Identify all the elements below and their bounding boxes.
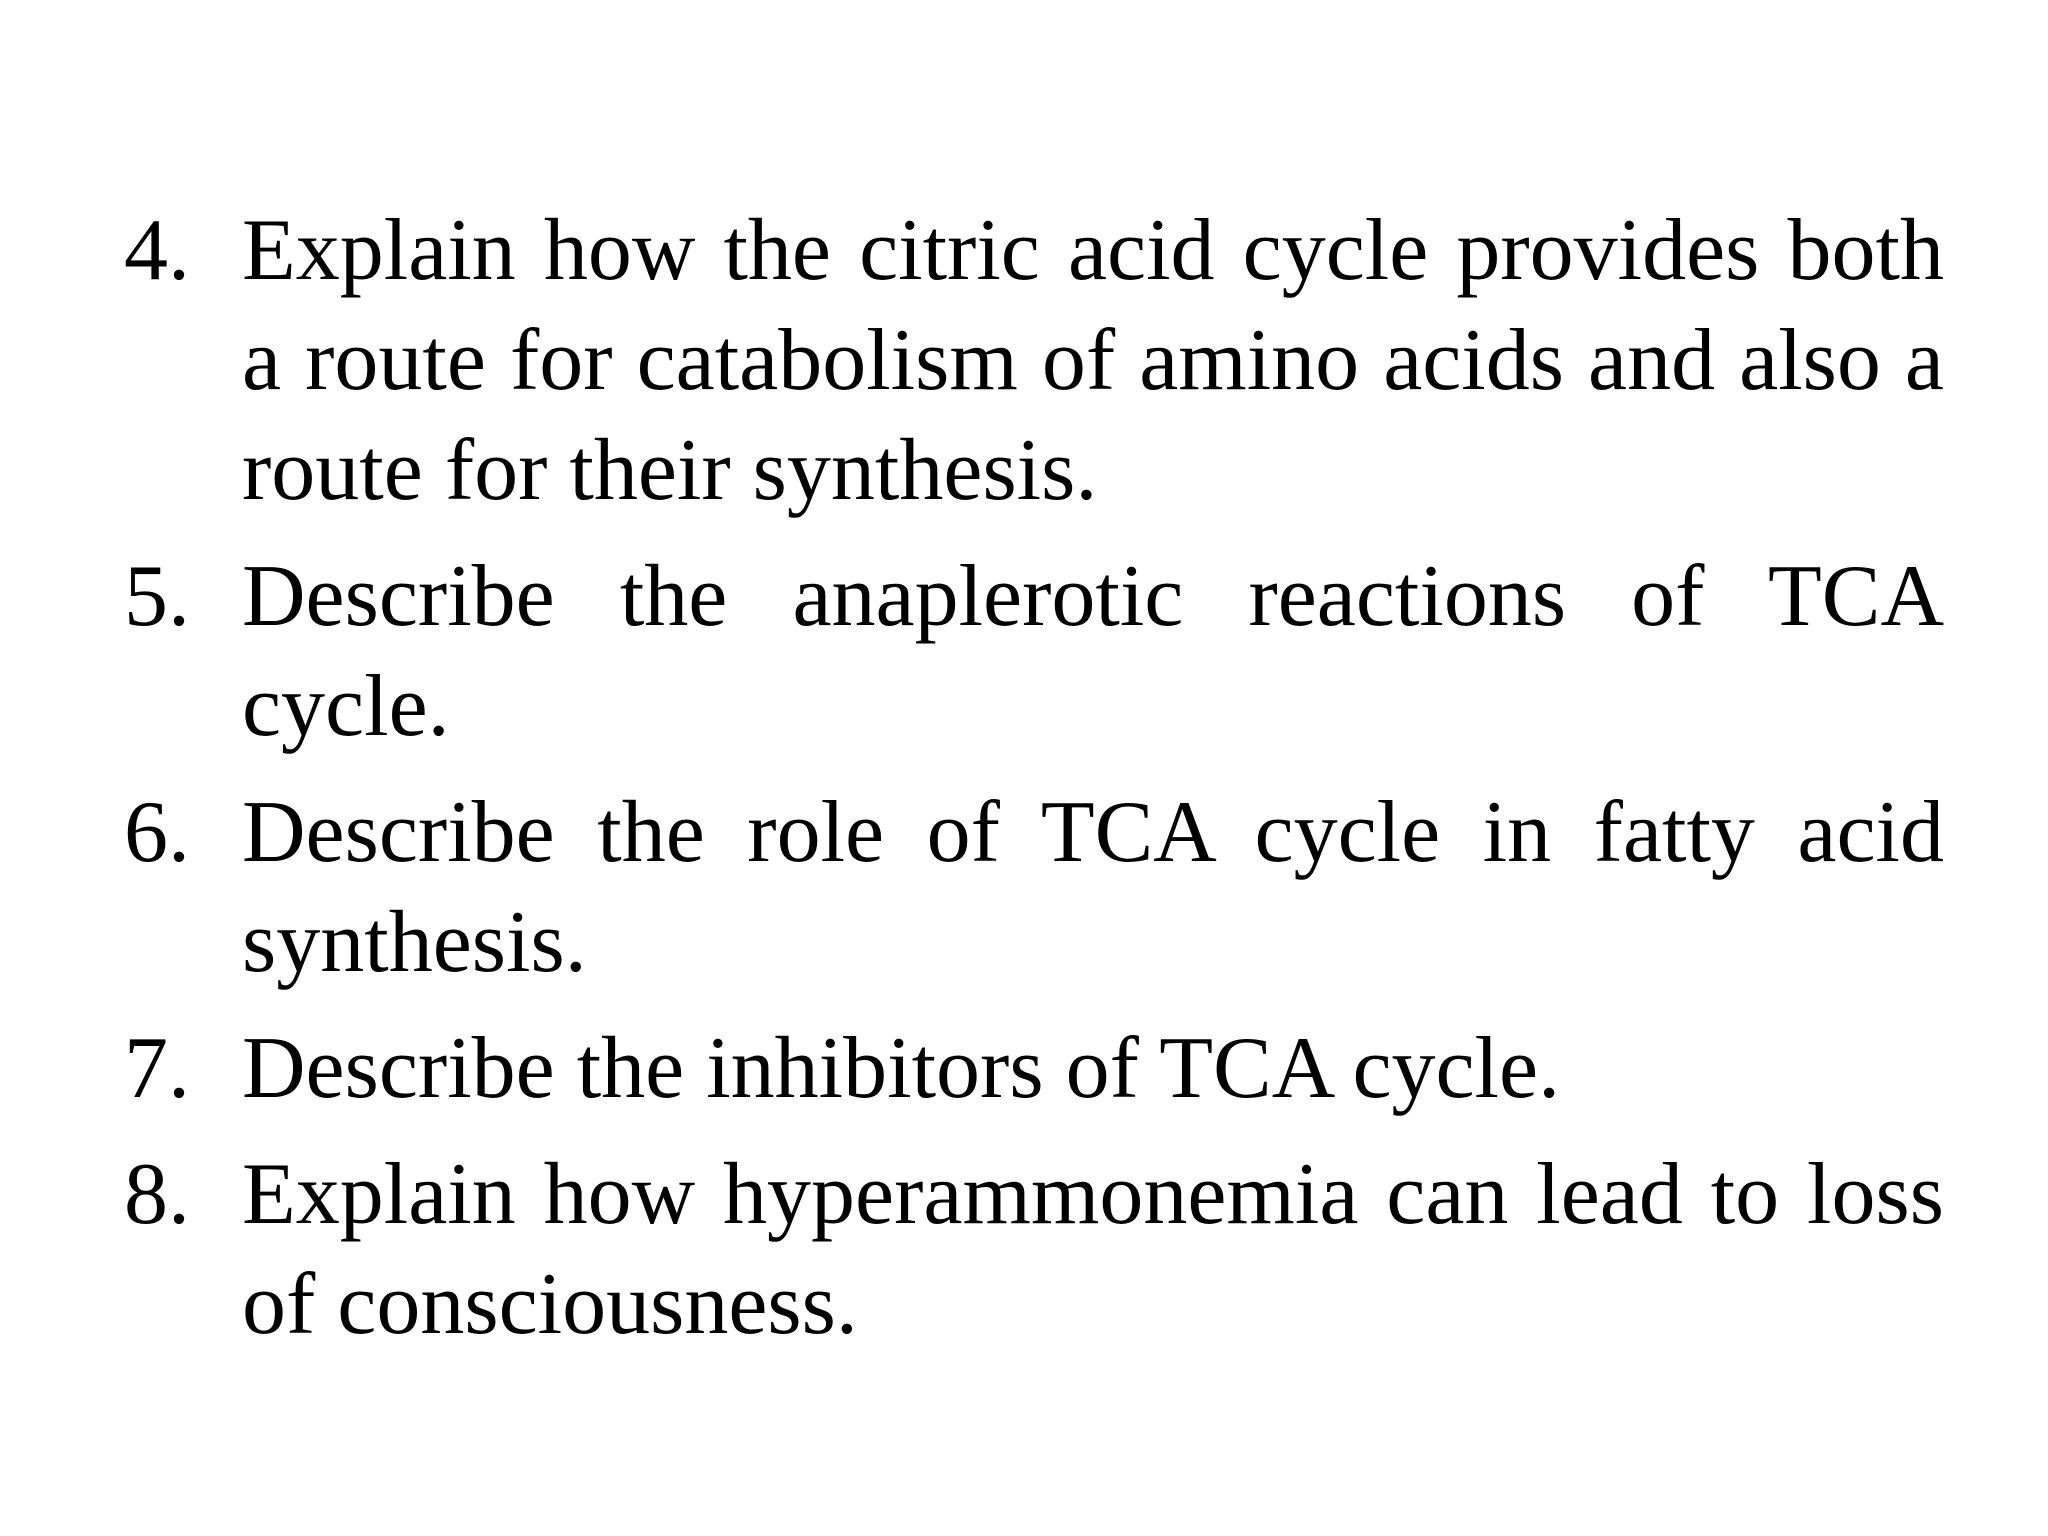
question-item-6 — [124, 778, 1944, 998]
question-text: Explain how the citric acid cycle provides both a route for catabolism of amino acids and also a route for their synthesis. — [242, 202, 1944, 519]
question-item-4 — [124, 196, 1944, 526]
question-text: Describe the inhibitors of TCA cycle. — [242, 1020, 1561, 1117]
question-text: Explain how hyperammonemia can lead to loss of consciousness. — [242, 1146, 1944, 1353]
question-number: 6. — [124, 784, 190, 881]
question-number: 5. — [124, 548, 190, 645]
question-text: Describe the anaplerotic reactions of TCA cycle. — [242, 548, 1944, 755]
question-list — [124, 196, 1944, 1376]
question-number: 7. — [124, 1020, 190, 1117]
question-number: 4. — [124, 202, 190, 299]
question-item-7 — [124, 1014, 1944, 1124]
question-number: 8. — [124, 1146, 190, 1243]
question-text: Describe the role of TCA cycle in fatty acid synthesis. — [242, 784, 1944, 991]
question-item-5 — [124, 542, 1944, 762]
question-item-8 — [124, 1140, 1944, 1360]
